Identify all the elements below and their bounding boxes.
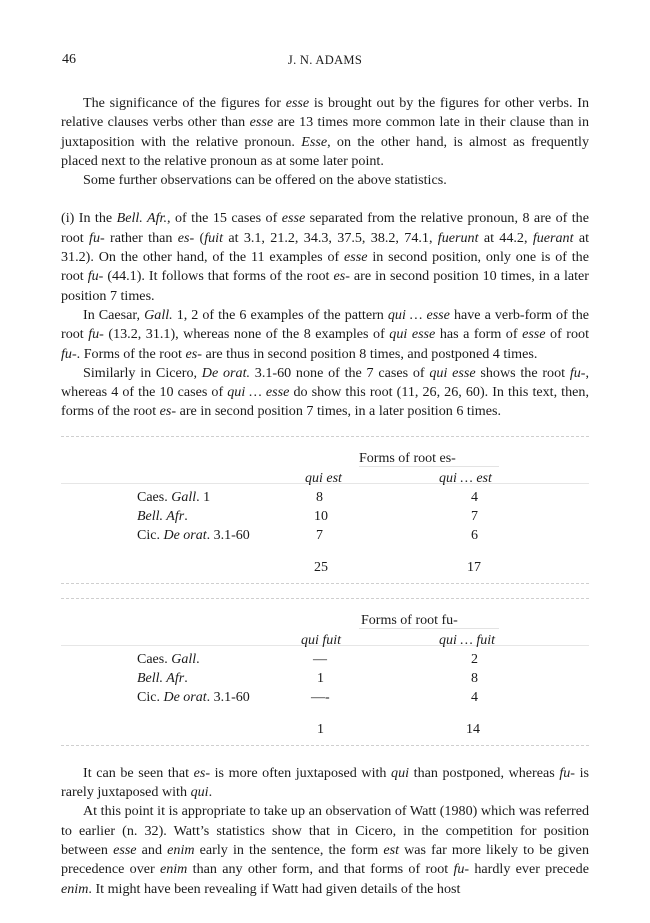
row-label: Bell. Afr. <box>137 508 188 524</box>
table-rule <box>61 745 589 746</box>
column-header-postponed: qui … fuit <box>439 632 496 648</box>
cell-juxtaposed: — <box>313 651 327 667</box>
row-label: Cic. De orat. 3.1-60 <box>137 527 250 543</box>
table-header <box>61 599 589 648</box>
table-row <box>61 507 589 526</box>
paragraph-6: It can be seen that es- is more often juxtaposed with qui than postponed, whereas fu- is rarely juxtaposed with qui. <box>61 764 589 801</box>
table-row <box>61 526 589 545</box>
cell-juxtaposed: 8 <box>316 489 323 505</box>
running-header <box>61 52 589 72</box>
table-row <box>61 650 589 669</box>
column-header-juxtaposed: qui fuit <box>301 632 342 648</box>
total-postponed: 14 <box>466 721 480 737</box>
row-label: Cic. De orat. 3.1-60 <box>137 689 250 705</box>
cell-postponed: 4 <box>471 489 478 505</box>
group-underline <box>359 466 499 467</box>
page-number: 46 <box>62 52 76 67</box>
table-total-row <box>61 545 589 575</box>
cell-postponed: 6 <box>471 527 478 543</box>
cell-juxtaposed: 7 <box>316 527 323 543</box>
paragraph-2: Some further observations can be offered on the above statistics. <box>83 172 447 189</box>
column-header-juxtaposed: qui est <box>305 470 342 486</box>
table-root-fu <box>61 598 589 746</box>
paragraph-7: At this point it is appropriate to take up an observation of Watt (1980) which was referred to earlier (n. 32). Watt’s statistics show that in Cicero, in the competition for position between esse and enim early in the sentence, the form est was far more likely to be given precedence over enim than any other form, and that forms of root fu- hardly ever precede enim. It might have been revealing if Watt had given details of the host <box>61 803 589 897</box>
column-group-label: Forms of root es- <box>359 450 456 466</box>
paragraph-5: Similarly in Cicero, De orat. 3.1-60 none of the 7 cases of qui esse shows the root fu-, whereas 4 of the 10 cases of qui … esse do show this root (11, 26, 26, 60). In this text, then, forms of the root es- are in second position 7 times, in a later position 6 times. <box>61 364 589 420</box>
table-header <box>61 437 589 486</box>
table-root-es <box>61 436 589 584</box>
table-total-row <box>61 707 589 737</box>
total-juxtaposed: 25 <box>314 559 328 575</box>
row-label: Caes. Gall. 1 <box>137 489 211 505</box>
table-row <box>61 688 589 707</box>
cell-postponed: 7 <box>471 508 478 524</box>
table-row <box>61 488 589 507</box>
page <box>61 52 589 899</box>
total-juxtaposed: 1 <box>317 721 324 737</box>
row-label: Caes. Gall. <box>137 651 200 667</box>
column-header-postponed: qui … est <box>439 470 492 486</box>
table-rule <box>61 583 589 584</box>
column-group-label: Forms of root fu- <box>361 612 458 628</box>
cell-juxtaposed: 1 <box>317 670 324 686</box>
table-row <box>61 669 589 688</box>
paragraph-4: In Caesar, Gall. 1, 2 of the 6 examples of the pattern qui … esse have a verb-form of the root fu- (13.2, 31.1), whereas none of the 8 examples of qui esse has a form of esse of root fu-. Forms of the root es- are thus in second position 8 times, and postponed 4 times. <box>61 306 590 362</box>
row-label: Bell. Afr. <box>137 670 188 686</box>
main-text <box>61 94 589 899</box>
cell-postponed: 4 <box>471 689 478 705</box>
group-underline <box>359 628 499 629</box>
cell-postponed: 8 <box>471 670 478 686</box>
cell-juxtaposed: —- <box>311 689 330 705</box>
paragraph-1: The significance of the figures for esse is brought out by the figures for other verbs. In relative clauses verbs other than esse are 13 times more common late in their clause than in juxtaposition with the relative pronoun. Esse, on the other hand, is almost as frequently placed next to the relative pronoun as at some later point. <box>61 95 589 169</box>
paragraph-3: (i) In the Bell. Afr., of the 15 cases of esse separated from the relative pronoun, 8 are of the root fu- rather than es- (fuit at 3.1, 21.2, 34.3, 37.5, 38.2, 74.1, fuerunt at 44.2, fuerant at 31.2). On the other hand, of the 11 examples of esse in second position, only one is of the root fu- (44.1). It follows that forms of the root es- are in second position 10 times, in a later position 7 times. <box>61 210 590 304</box>
cell-postponed: 2 <box>471 651 478 667</box>
running-head-author: J. N. ADAMS <box>287 53 363 67</box>
total-postponed: 17 <box>467 559 481 575</box>
cell-juxtaposed: 10 <box>314 508 328 524</box>
